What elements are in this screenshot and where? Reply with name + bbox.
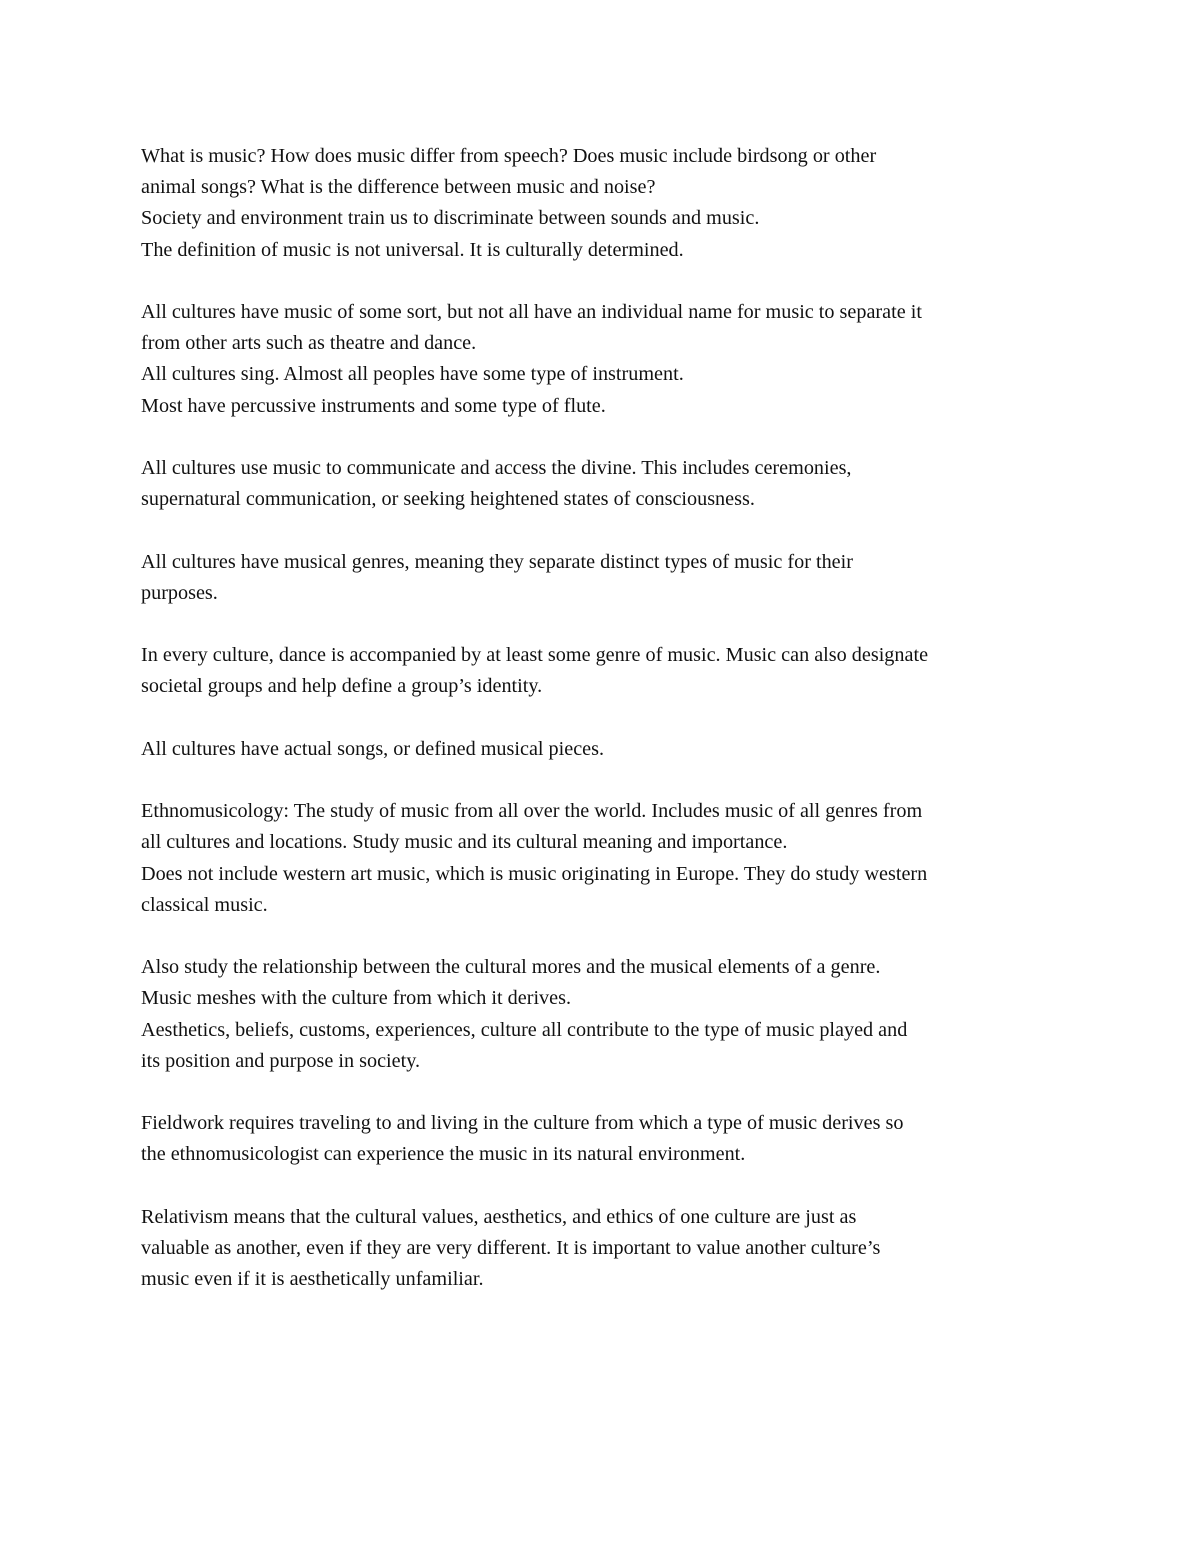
text-line: All cultures sing. Almost all peoples have some type of instrument. xyxy=(141,363,684,386)
text-line: In every culture, dance is accompanied by at least some genre of music. Music can also designate xyxy=(141,644,929,667)
text-line: supernatural communication, or seeking heightened states of consciousness. xyxy=(141,488,755,511)
text-line: Does not include western art music, which is music originating in Europe. They do study western xyxy=(141,862,928,885)
paragraph-relativism xyxy=(141,1202,1081,1296)
text-line: its position and purpose in society. xyxy=(141,1049,421,1072)
text-line: All cultures have actual songs, or defined musical pieces. xyxy=(141,737,605,760)
text-line: from other arts such as theatre and dance. xyxy=(141,332,477,355)
document-body xyxy=(141,141,1081,1327)
text-line: purposes. xyxy=(141,581,218,604)
text-line: music even if it is aesthetically unfamiliar. xyxy=(141,1268,484,1291)
text-line: valuable as another, even if they are very different. It is important to value another culture’s xyxy=(141,1236,881,1259)
text-line: all cultures and locations. Study music and its cultural meaning and importance. xyxy=(141,831,788,854)
paragraph-music-definition xyxy=(141,141,1081,266)
paragraph-ethnomusicology xyxy=(141,796,1081,921)
text-line: societal groups and help define a group’s identity. xyxy=(141,675,543,698)
text-line: The definition of music is not universal. It is culturally determined. xyxy=(141,238,684,261)
text-line: Relativism means that the cultural values, aesthetics, and ethics of one culture are just as xyxy=(141,1205,857,1228)
paragraph-actual-songs xyxy=(141,734,1081,765)
paragraph-cultural-mores xyxy=(141,952,1081,1077)
paragraph-musical-genres xyxy=(141,547,1081,609)
text-line: All cultures have musical genres, meaning they separate distinct types of music for their xyxy=(141,550,853,573)
text-line: the ethnomusicologist can experience the music in its natural environment. xyxy=(141,1143,746,1166)
text-line: Society and environment train us to discriminate between sounds and music. xyxy=(141,207,760,230)
text-line: Ethnomusicology: The study of music from all over the world. Includes music of all genres from xyxy=(141,800,923,823)
text-line: Most have percussive instruments and some type of flute. xyxy=(141,394,606,417)
paragraph-dance-identity xyxy=(141,640,1081,702)
paragraph-all-cultures-music xyxy=(141,297,1081,422)
text-line: classical music. xyxy=(141,893,268,916)
text-line: All cultures have music of some sort, but not all have an individual name for music to separate it xyxy=(141,301,922,323)
text-line: What is music? How does music differ from speech? Does music include birdsong or other xyxy=(141,145,877,167)
text-line: Aesthetics, beliefs, customs, experiences, culture all contribute to the type of music played and xyxy=(141,1018,908,1041)
paragraph-divine-communication xyxy=(141,453,1081,515)
text-line: Music meshes with the culture from which it derives. xyxy=(141,987,572,1010)
text-line: animal songs? What is the difference between music and noise? xyxy=(141,176,656,199)
paragraph-fieldwork xyxy=(141,1108,1081,1170)
text-line: Also study the relationship between the cultural mores and the musical elements of a genre. xyxy=(141,956,881,979)
text-line: All cultures use music to communicate and access the divine. This includes ceremonies, xyxy=(141,457,852,479)
text-line: Fieldwork requires traveling to and living in the culture from which a type of music derives so xyxy=(141,1112,904,1135)
